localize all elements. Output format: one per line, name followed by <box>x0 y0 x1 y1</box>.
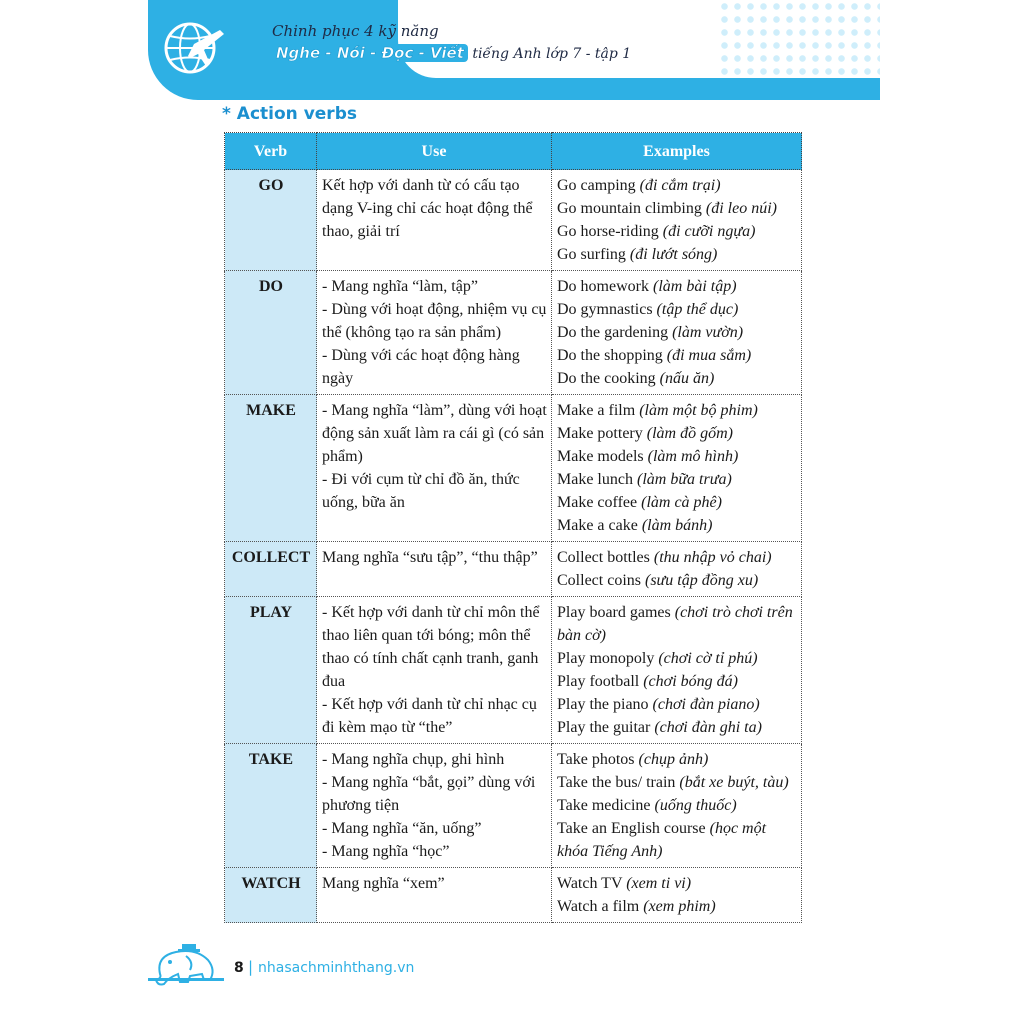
example-translation: (chơi đàn ghi ta) <box>654 719 762 736</box>
footer-separator: | <box>248 958 254 976</box>
use-cell <box>317 868 552 923</box>
table-row <box>225 744 802 868</box>
example-translation: (học một khóa Tiếng Anh) <box>557 820 767 860</box>
table-body <box>225 170 802 923</box>
use-cell <box>317 597 552 744</box>
example-line <box>557 647 797 670</box>
examples-cell <box>552 542 802 597</box>
example-translation: (đi cắm trại) <box>639 177 721 194</box>
example-translation: (đi leo núi) <box>705 200 777 217</box>
examples-cell <box>552 597 802 744</box>
example-line <box>557 514 797 537</box>
use-line: - Dùng với hoạt động, nhiệm vụ cụ thể (không tạo ra sản phẩm) <box>322 301 547 341</box>
website-link[interactable]: nhasachminhthang.vn <box>258 960 415 976</box>
example-english: Play monopoly <box>557 650 655 667</box>
verb-cell: GO <box>225 170 317 271</box>
example-english: Collect bottles <box>557 549 650 566</box>
use-cell <box>317 170 552 271</box>
example-translation: (chụp ảnh) <box>638 751 709 768</box>
example-translation: (bắt xe buýt, tàu) <box>679 774 789 791</box>
example-line <box>557 275 797 298</box>
header-text <box>272 22 631 62</box>
use-line: - Đi với cụm từ chỉ đồ ăn, thức uống, bữa ăn <box>322 471 520 511</box>
example-translation: (thu nhập vỏ chai) <box>653 549 772 566</box>
example-translation: (làm vườn) <box>672 324 744 341</box>
table-row <box>225 542 802 597</box>
example-translation: (đi lướt sóng) <box>629 246 718 263</box>
example-line <box>557 399 797 422</box>
example-english: Go camping <box>557 177 636 194</box>
use-line: Mang nghĩa “xem” <box>322 875 445 892</box>
use-cell <box>317 542 552 597</box>
footer-line <box>148 978 224 981</box>
example-english: Play board games <box>557 604 671 621</box>
example-translation: (xem ti vi) <box>626 875 692 892</box>
example-english: Watch a film <box>557 898 640 915</box>
example-english: Do the shopping <box>557 347 663 364</box>
example-english: Make a cake <box>557 517 638 534</box>
example-english: Take photos <box>557 751 635 768</box>
example-english: Do homework <box>557 278 649 295</box>
verb-cell: WATCH <box>225 868 317 923</box>
example-english: Do the gardening <box>557 324 669 341</box>
header-book-title <box>272 44 631 62</box>
example-line <box>557 546 797 569</box>
use-line: - Mang nghĩa “học” <box>322 843 450 860</box>
example-english: Go horse-riding <box>557 223 659 240</box>
use-cell <box>317 395 552 542</box>
example-english: Make pottery <box>557 425 643 442</box>
example-english: Watch TV <box>557 875 623 892</box>
example-translation: (tập thể dục) <box>656 301 739 318</box>
example-translation: (chơi bóng đá) <box>643 673 738 690</box>
example-translation: (chơi đàn piano) <box>652 696 760 713</box>
example-translation: (uống thuốc) <box>654 797 737 814</box>
example-line <box>557 601 797 647</box>
example-line <box>557 468 797 491</box>
example-english: Play the guitar <box>557 719 651 736</box>
table-row <box>225 395 802 542</box>
example-line <box>557 569 797 592</box>
example-english: Make lunch <box>557 471 633 488</box>
example-translation: (làm một bộ phim) <box>639 402 758 419</box>
example-english: Play the piano <box>557 696 649 713</box>
example-line <box>557 422 797 445</box>
verb-cell: DO <box>225 271 317 395</box>
example-line <box>557 817 797 863</box>
use-line: - Kết hợp với danh từ chỉ môn thể thao liên quan tới bóng; môn thể thao có tính chất cạnh tranh, ganh đua <box>322 604 540 690</box>
example-english: Make a film <box>557 402 636 419</box>
globe-plane-icon <box>160 14 226 80</box>
example-line <box>557 716 797 739</box>
example-line <box>557 771 797 794</box>
use-cell <box>317 271 552 395</box>
column-header-use: Use <box>317 133 552 170</box>
example-line <box>557 670 797 693</box>
example-english: Make models <box>557 448 644 465</box>
verb-cell: PLAY <box>225 597 317 744</box>
table-header-row <box>225 133 802 170</box>
action-verbs-table <box>224 132 802 923</box>
example-line <box>557 895 797 918</box>
example-translation: (sưu tập đồng xu) <box>644 572 759 589</box>
examples-cell <box>552 868 802 923</box>
examples-cell <box>552 395 802 542</box>
example-translation: (làm mô hình) <box>647 448 739 465</box>
example-line <box>557 491 797 514</box>
example-english: Play football <box>557 673 640 690</box>
example-translation: (đi cưỡi ngựa) <box>662 223 756 240</box>
example-english: Collect coins <box>557 572 641 589</box>
examples-cell <box>552 744 802 868</box>
example-line <box>557 321 797 344</box>
example-english: Take medicine <box>557 797 651 814</box>
use-line: - Mang nghĩa “bắt, gọi” dùng với phương tiện <box>322 774 536 814</box>
table-row <box>225 170 802 271</box>
example-translation: (làm bài tập) <box>652 278 737 295</box>
table-row <box>225 271 802 395</box>
example-english: Take an English course <box>557 820 706 837</box>
dot-pattern <box>718 0 880 78</box>
example-translation: (làm bánh) <box>641 517 713 534</box>
example-translation: (làm cà phê) <box>641 494 722 511</box>
page-number: 8 <box>234 960 244 976</box>
examples-cell <box>552 170 802 271</box>
example-line <box>557 693 797 716</box>
example-english: Do gymnastics <box>557 301 653 318</box>
example-line <box>557 197 797 220</box>
table-row <box>225 868 802 923</box>
example-translation: (làm bữa trưa) <box>636 471 732 488</box>
use-line: - Mang nghĩa chụp, ghi hình <box>322 751 505 768</box>
example-line <box>557 445 797 468</box>
use-cell <box>317 744 552 868</box>
examples-cell <box>552 271 802 395</box>
use-line: Kết hợp với danh từ có cấu tạo dạng V-ing chỉ các hoạt động thể thao, giải trí <box>322 177 533 240</box>
example-translation: (chơi cờ tỉ phú) <box>658 650 758 667</box>
header-skills: Nghe - Nói - Đọc - Viết <box>272 44 468 62</box>
header-subtitle: tiếng Anh lớp 7 - tập 1 <box>472 46 632 62</box>
example-line <box>557 748 797 771</box>
example-line <box>557 367 797 390</box>
example-translation: (làm đồ gốm) <box>646 425 733 442</box>
use-line: - Dùng với các hoạt động hàng ngày <box>322 347 520 387</box>
example-english: Do the cooking <box>557 370 656 387</box>
example-english: Make coffee <box>557 494 638 511</box>
verb-cell: MAKE <box>225 395 317 542</box>
use-line: - Mang nghĩa “ăn, uống” <box>322 820 482 837</box>
example-translation: (xem phim) <box>643 898 716 915</box>
example-line <box>557 872 797 895</box>
use-line: Mang nghĩa “sưu tập”, “thu thập” <box>322 549 538 566</box>
example-line <box>557 344 797 367</box>
example-line <box>557 243 797 266</box>
example-translation: (nấu ăn) <box>659 370 715 387</box>
example-translation: (chơi trò chơi trên bàn cờ) <box>557 604 793 644</box>
header-series-title: Chinh phục 4 kỹ năng <box>272 22 439 40</box>
verb-cell: COLLECT <box>225 542 317 597</box>
example-line <box>557 220 797 243</box>
verb-cell: TAKE <box>225 744 317 868</box>
use-line: - Kết hợp với danh từ chỉ nhạc cụ đi kèm mạo từ “the” <box>322 696 537 736</box>
example-line <box>557 174 797 197</box>
example-line <box>557 298 797 321</box>
example-english: Take the bus/ train <box>557 774 676 791</box>
section-title: * Action verbs <box>222 104 357 124</box>
example-english: Go mountain climbing <box>557 200 702 217</box>
example-translation: (đi mua sắm) <box>666 347 752 364</box>
table-row <box>225 597 802 744</box>
column-header-verb: Verb <box>225 133 317 170</box>
column-header-examples: Examples <box>552 133 802 170</box>
use-line: - Mang nghĩa “làm, tập” <box>322 278 478 295</box>
use-line: - Mang nghĩa “làm”, dùng với hoạt động sản xuất làm ra cái gì (có sản phẩm) <box>322 402 547 465</box>
example-english: Go surfing <box>557 246 626 263</box>
example-line <box>557 794 797 817</box>
